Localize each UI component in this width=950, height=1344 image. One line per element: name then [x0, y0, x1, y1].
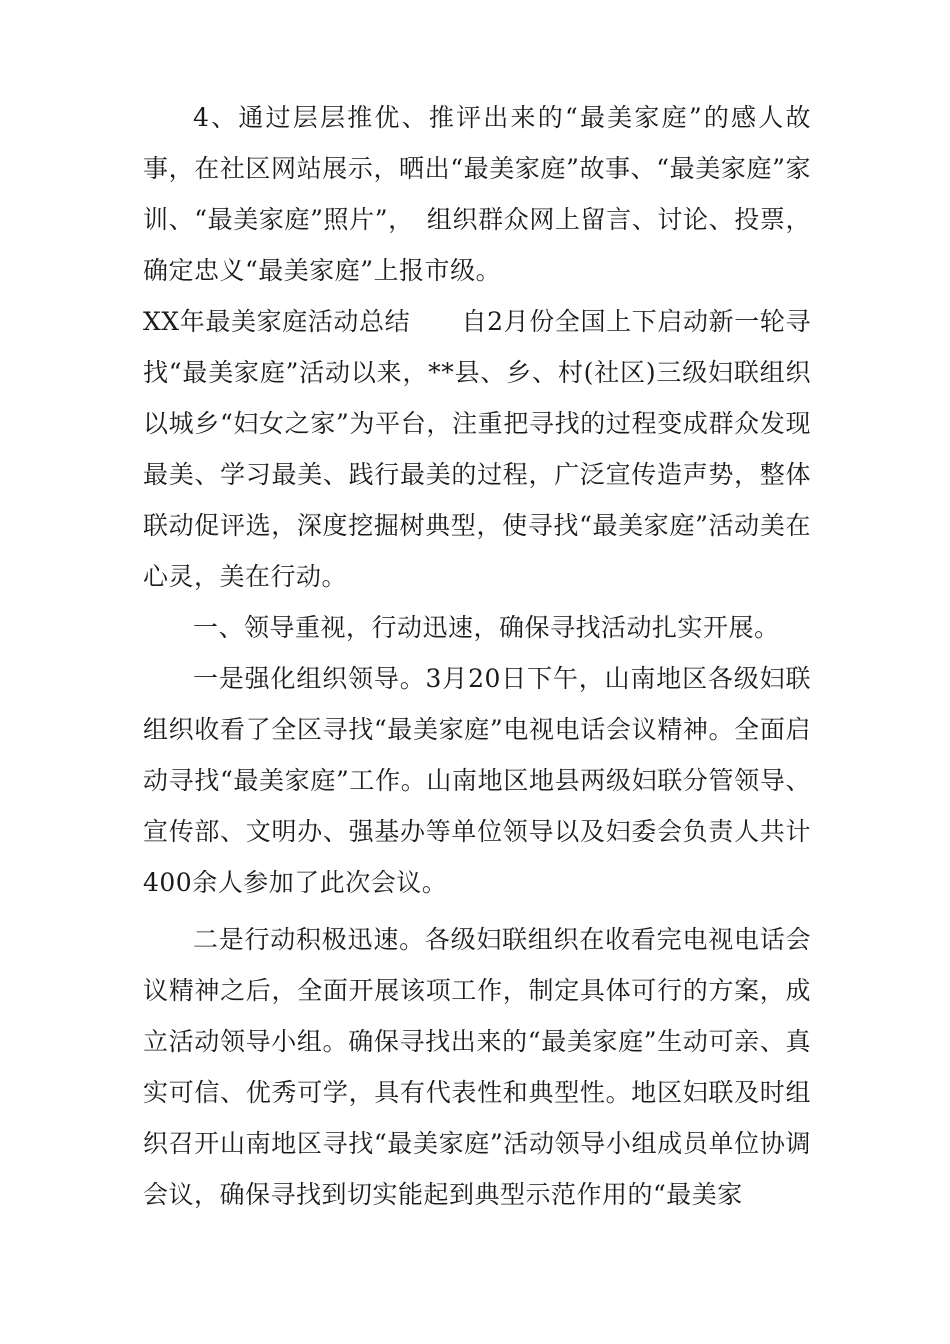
- paragraph-intro-item-4: 4、通过层层推优、推评出来的“最美家庭”的感人故事，在社区网站展示，晒出“最美家庭”故事、“最美家庭”家训、“最美家庭”照片”， 组织群众网上留言、讨论、投票，确定忠义“最美家庭”上报市级。: [143, 103, 811, 285]
- paragraph-organization-leadership: 一是强化组织领导。3月20日下午，山南地区各级妇联组织收看了全区寻找“最美家庭”电视电话会议精神。全面启动寻找“最美家庭”工作。山南地区地县两级妇联分管领导、宣传部、文明办、强基办等单位领导以及妇委会负责人共计400余人参加了此次会议。: [143, 664, 811, 897]
- paragraph-rapid-action: 二是行动积极迅速。各级妇联组织在收看完电视电话会议精神之后，全面开展该项工作，制定具体可行的方案，成立活动领导小组。确保寻找出来的“最美家庭”生动可亲、真实可信、优秀可学，具有代表性和典型性。地区妇联及时组织召开山南地区寻找“最美家庭”活动领导小组成员单位协调会议，确保寻找到切实能起到典型示范作用的“最美家: [143, 925, 811, 1209]
- paragraph-summary-title: XX年最美家庭活动总结 自2月份全国上下启动新一轮寻找“最美家庭”活动以来，**县、乡、村(社区)三级妇联组织以城乡“妇女之家”为平台，注重把寻找的过程变成群众发现最美、学习最美、践行最美的过程，广泛宣传造声势，整体联动促评选，深度挖掘树典型，使寻找“最美家庭”活动美在心灵，美在行动。: [143, 307, 811, 591]
- section-heading-1: 一、领导重视，行动迅速，确保寻找活动扎实开展。: [193, 613, 780, 642]
- document-body: [143, 92, 811, 1220]
